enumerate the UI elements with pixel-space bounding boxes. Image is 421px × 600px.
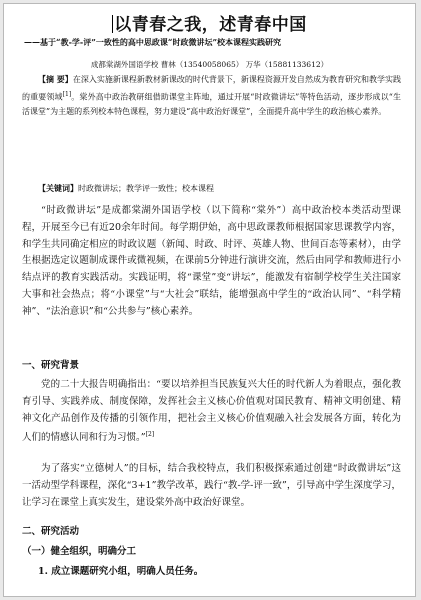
document-page bbox=[3, 3, 416, 597]
document-subtitle: ——基于“教-学-评”一致性的高中思政课“时政微讲坛”校本课程实践研究 bbox=[24, 37, 282, 47]
keywords-label: 【关键词】 bbox=[38, 183, 78, 193]
section1-reference: [2] bbox=[145, 431, 155, 439]
document-title bbox=[4, 10, 415, 35]
section2-item1: 1. 成立课题研究小组，明确人员任务。 bbox=[38, 566, 204, 577]
keywords-paragraph bbox=[22, 181, 401, 197]
abstract-label: 【摘 要】 bbox=[38, 74, 73, 84]
intro-paragraph: “时政微讲坛”是成都棠湖外国语学校（以下简称“棠外”）高中政治校本类活动型课程，开展至今已有近20余年时间。每学期伊始，高中思政课教师根据国家思课教学内容，和学生共同确定相应的时政议题（新闻、时政、时评、英雄人物、世间百态等素材），由学生根据选定议题制成课件或微视频，在课前5分钟进行演讲交流，然后由同学和教师进行小结点评的教育实践活动。实践证明，将“课堂”变“讲坛”，能激发有宿制学校学生关注国家大事和社会热点；将“小课堂”与“大社会”联结，能增强高中学生的“政治认同”、“科学精神”、“法治意识”和“公共参与”核心素养。 bbox=[22, 205, 401, 317]
abstract-text-continued: 。棠外高中政治教研组借助课堂主阵地，通过开展“时政微讲坛”等特色活动，逐步形成以“生活课堂”为主题的系列校本特色课程，努力建设“高中政治好课堂”，全面提升高中学生的政治核心素养。 bbox=[22, 92, 402, 116]
section2-subheading: （一）健全组织，明确分工 bbox=[22, 546, 137, 557]
abstract-reference: [1] bbox=[62, 90, 72, 98]
section1-paragraph1-text: 党的二十大报告明确指出：“要以培养担当民族复兴大任的时代新人为着眼点，强化教育引导、实践养成、制度保障，发挥社会主义核心价值观对国民教育、精神文明创建、精神文化产品创作及传播的引领作用，把社会主义核心价值观融入社会发展各方面，转化为人们的情感认同和行为习惯。” bbox=[22, 379, 401, 444]
author-line: 成都棠湖外国语学校 曹林（13540058065） 万华（15881133612） bbox=[90, 60, 329, 69]
abstract-paragraph bbox=[22, 72, 401, 119]
abstract-text: 在深入实施新课程新教材新课改的时代背景下，新课程资源开发自然成为教育研究和教学实践的重要领域 bbox=[22, 75, 401, 102]
section1-paragraph1 bbox=[22, 377, 401, 447]
title-text: 以青春之我，述青春中国 bbox=[114, 15, 307, 35]
section1-paragraph2: 为了落实“立德树人”的目标，结合我校特点，我们积极探索通过创建“时政微讲坛”这一活动型学科课程，深化“3+1”教学改革，践行“教-学-评一致”，引导高中学生深度学习，让学习在课堂上真实发生，建设棠外高中政治好课堂。 bbox=[22, 463, 401, 508]
section1-heading: 一、研究背景 bbox=[22, 360, 80, 371]
keywords-text: 时政微讲坛；教学评一致性；校本课程 bbox=[78, 184, 214, 193]
section2-heading: 二、研究活动 bbox=[22, 526, 80, 537]
